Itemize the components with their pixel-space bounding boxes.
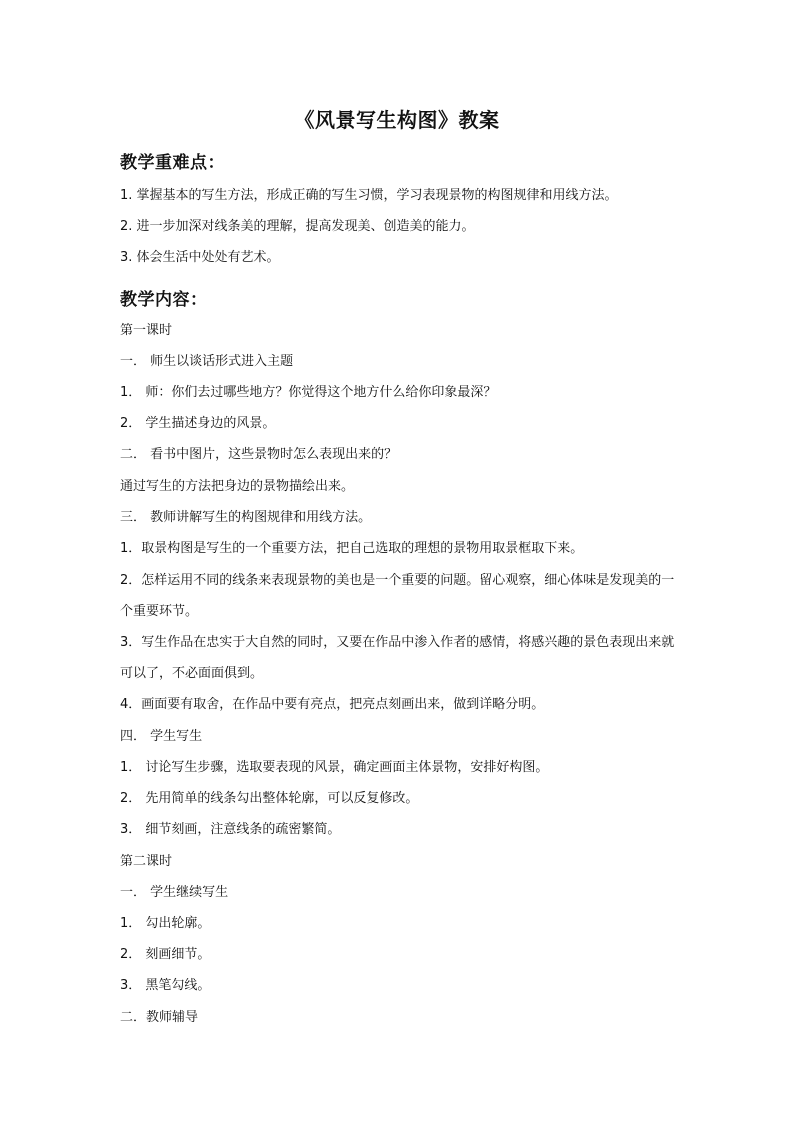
lesson2-part1-item1: 1． 勾出轮廓。 (120, 916, 211, 931)
lesson1-part3-item1: 1．取景构图是写生的一个重要方法，把自己选取的理想的景物用取景框取下来。 (120, 541, 584, 556)
heading-content: 教学内容： (120, 290, 208, 310)
lesson1-part1-item2: 2． 学生描述身边的风景。 (120, 416, 276, 431)
key-point-1: 1. 掌握基本的写生方法，形成正确的写生习惯，学习表现景物的构图规律和用线方法。 (120, 188, 618, 203)
lesson1-part3: 三． 教师讲解写生的构图规律和用线方法。 (120, 510, 372, 525)
lesson2-part1-item2: 2． 刻画细节。 (120, 947, 211, 962)
lesson2-part1: 一． 学生继续写生 (120, 885, 229, 900)
lesson1-part2: 二． 看书中图片，这些景物时怎么表现出来的？ (120, 447, 398, 462)
key-point-3: 3. 体会生活中处处有艺术。 (120, 250, 280, 265)
lesson1-part4: 四． 学生写生 (120, 729, 203, 744)
lesson1-part4-item2: 2． 先用简单的线条勾出整体轮廓，可以反复修改。 (120, 791, 419, 806)
lesson1-part2-text: 通过写生的方法把身边的景物描绘出来。 (120, 479, 355, 494)
lesson1-part3-item2: 2．怎样运用不同的线条来表现景物的美也是一个重要的问题。留心观察，细心体味是发现美的一个重要环节。 (120, 573, 675, 619)
lesson1-part1-item1: 1． 师：你们去过哪些地方？你觉得这个地方什么给你印象最深？ (120, 385, 497, 400)
lesson2-part1-item3: 3． 黑笔勾线。 (120, 978, 211, 993)
key-point-2: 2. 进一步加深对线条美的理解，提高发现美、创造美的能力。 (120, 219, 475, 234)
lesson1-part4-item3: 3． 细节刻画，注意线条的疏密繁简。 (120, 822, 341, 837)
lesson1-part3-item4: 4．画面要有取舍，在作品中要有亮点，把亮点刻画出来，做到详略分明。 (120, 697, 545, 712)
lesson1-part1: 一． 师生以谈话形式进入主题 (120, 354, 294, 369)
lesson1-label: 第一课时 (120, 323, 173, 338)
lesson1-part4-item1: 1． 讨论写生步骤，选取要表现的风景，确定画面主体景物，安排好构图。 (120, 760, 549, 775)
lesson2-label: 第二课时 (120, 854, 173, 869)
document-title: 《风景写生构图》教案 (294, 108, 500, 132)
heading-key-points: 教学重难点： (120, 153, 225, 173)
lesson1-part3-item3: 3．写生作品在忠实于大自然的同时，又要在作品中渗入作者的感情，将感兴趣的景色表现出来就可以了，不必面面俱到。 (120, 635, 675, 681)
lesson2-part2: 二．教师辅导 (120, 1010, 199, 1025)
